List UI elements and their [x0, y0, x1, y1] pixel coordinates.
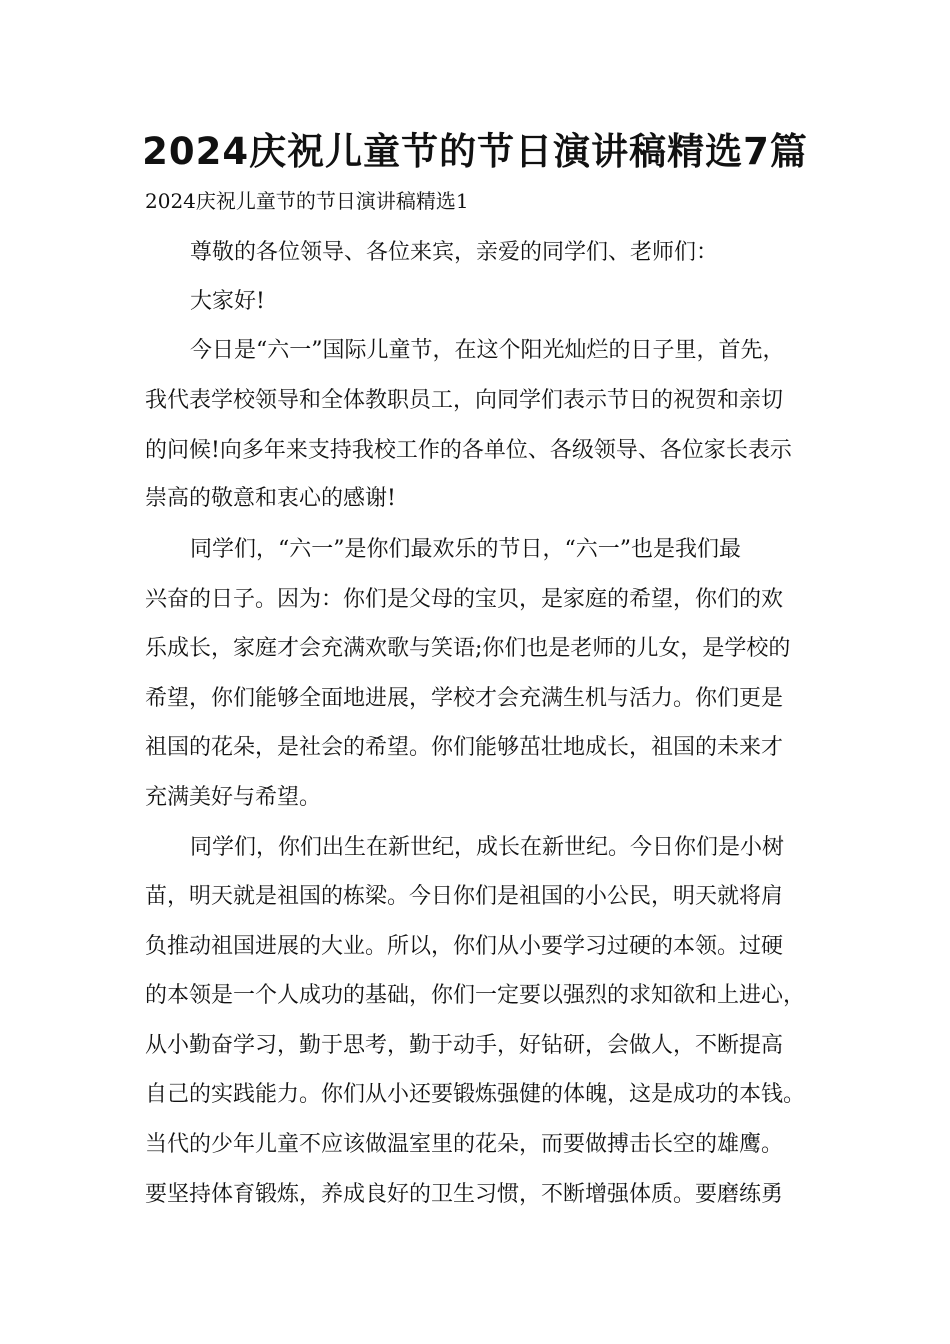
greeting-line: 大家好!	[190, 289, 265, 314]
paragraph-line: 充满美好与希望。	[145, 785, 322, 810]
paragraph-line: 负推动祖国进展的大业。所以，你们从小要学习过硬的本领。过硬	[145, 934, 784, 959]
paragraph-line: 同学们，你们出生在新世纪，成长在新世纪。今日你们是小树	[190, 835, 785, 860]
paragraph-line: 今日是“六一”国际儿童节，在这个阳光灿烂的日子里，首先，	[190, 338, 785, 363]
paragraph-line: 从小勤奋学习，勤于思考，勤于动手，好钻研，会做人，不断提高	[145, 1033, 784, 1058]
paragraph-line: 的问候!向多年来支持我校工作的各单位、各级领导、各位家长表示	[145, 438, 792, 463]
paragraph-line: 乐成长，家庭才会充满欢歌与笑语;你们也是老师的儿女，是学校的	[145, 636, 791, 661]
paragraph-line: 苗，明天就是祖国的栋梁。今日你们是祖国的小公民，明天就将肩	[145, 884, 784, 909]
paragraph-line: 的本领是一个人成功的基础，你们一定要以强烈的求知欲和上进心，	[145, 983, 806, 1008]
paragraph-line: 兴奋的日子。因为：你们是父母的宝贝，是家庭的希望，你们的欢	[145, 587, 784, 612]
paragraph-line: 崇高的敬意和衷心的感谢!	[145, 486, 396, 511]
paragraph-line: 自己的实践能力。你们从小还要锻炼强健的体魄，这是成功的本钱。	[145, 1082, 806, 1107]
paragraph-line: 希望，你们能够全面地进展，学校才会充满生机与活力。你们更是	[145, 686, 784, 711]
paragraph-line: 同学们，“六一”是你们最欢乐的节日，“六一”也是我们最	[190, 537, 741, 562]
paragraph-line: 祖国的花朵，是社会的希望。你们能够茁壮地成长，祖国的未来才	[145, 735, 784, 760]
paragraph-line: 当代的少年儿童不应该做温室里的花朵，而要做搏击长空的雄鹰。	[145, 1132, 784, 1157]
paragraph-line: 我代表学校领导和全体教职员工，向同学们表示节日的祝贺和亲切	[145, 388, 784, 413]
document-title: 2024庆祝儿童节的节日演讲稿精选7篇	[142, 130, 808, 173]
salutation-line: 尊敬的各位领导、各位来宾，亲爱的同学们、老师们：	[190, 240, 719, 265]
section-heading: 2024庆祝儿童节的节日演讲稿精选1	[145, 189, 469, 213]
paragraph-line: 要坚持体育锻炼，养成良好的卫生习惯，不断增强体质。要磨练勇	[145, 1182, 784, 1207]
